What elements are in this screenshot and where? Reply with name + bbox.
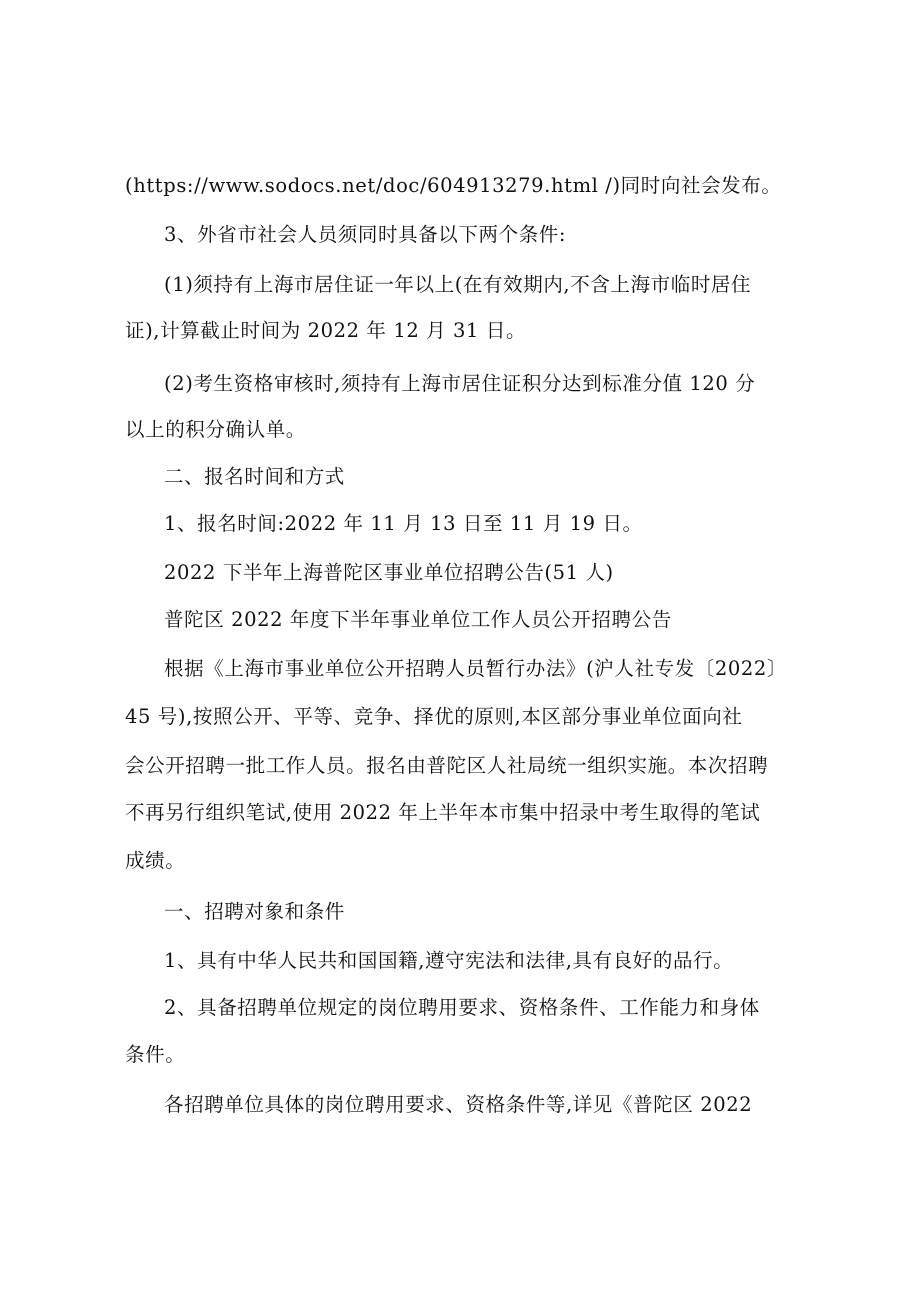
text-line: 各招聘单位具体的岗位聘用要求、资格条件等,详见《普陀区 2022 <box>164 1093 753 1116</box>
text-line: 普陀区 2022 年度下半年事业单位工作人员公开招聘公告 <box>164 608 672 631</box>
text-line: 条件。 <box>125 1043 186 1066</box>
section-heading: 一、招聘对象和条件 <box>164 900 345 923</box>
text-line: 45 号),按照公开、平等、竞争、择优的原则,本区部分事业单位面向社 <box>125 705 743 728</box>
section-heading: 二、报名时间和方式 <box>164 465 345 488</box>
text-line: 成绩。 <box>125 849 186 872</box>
text-line: 以上的积分确认单。 <box>125 418 306 441</box>
text-line: 1、报名时间:2022 年 11 月 13 日至 11 月 19 日。 <box>164 512 643 535</box>
text-line: 2、具备招聘单位规定的岗位聘用要求、资格条件、工作能力和身体 <box>164 996 760 1019</box>
text-line: 会公开招聘一批工作人员。报名由普陀区人社局统一组织实施。本次招聘 <box>125 754 769 777</box>
text-line: 3、外省市社会人员须同时具备以下两个条件: <box>164 223 567 246</box>
text-line: 不再另行组织笔试,使用 2022 年上半年本市集中招录中考生取得的笔试 <box>125 801 761 824</box>
text-line: 2022 下半年上海普陀区事业单位招聘公告(51 人) <box>164 561 614 584</box>
text-line: 根据《上海市事业单位公开招聘人员暂行办法》(沪人社专发〔2022〕 <box>164 657 788 680</box>
text-line: (2)考生资格审核时,须持有上海市居住证积分达到标准分值 120 分 <box>164 372 756 395</box>
text-line: (https://www.sodocs.net/doc/604913279.html /)同时向社会发布。 <box>125 174 782 197</box>
text-line: (1)须持有上海市居住证一年以上(在有效期内,不含上海市临时居住 <box>164 273 752 296</box>
text-line: 1、具有中华人民共和国国籍,遵守宪法和法律,具有良好的品行。 <box>164 949 734 972</box>
text-line: 证),计算截止时间为 2022 年 12 月 31 日。 <box>125 319 527 342</box>
